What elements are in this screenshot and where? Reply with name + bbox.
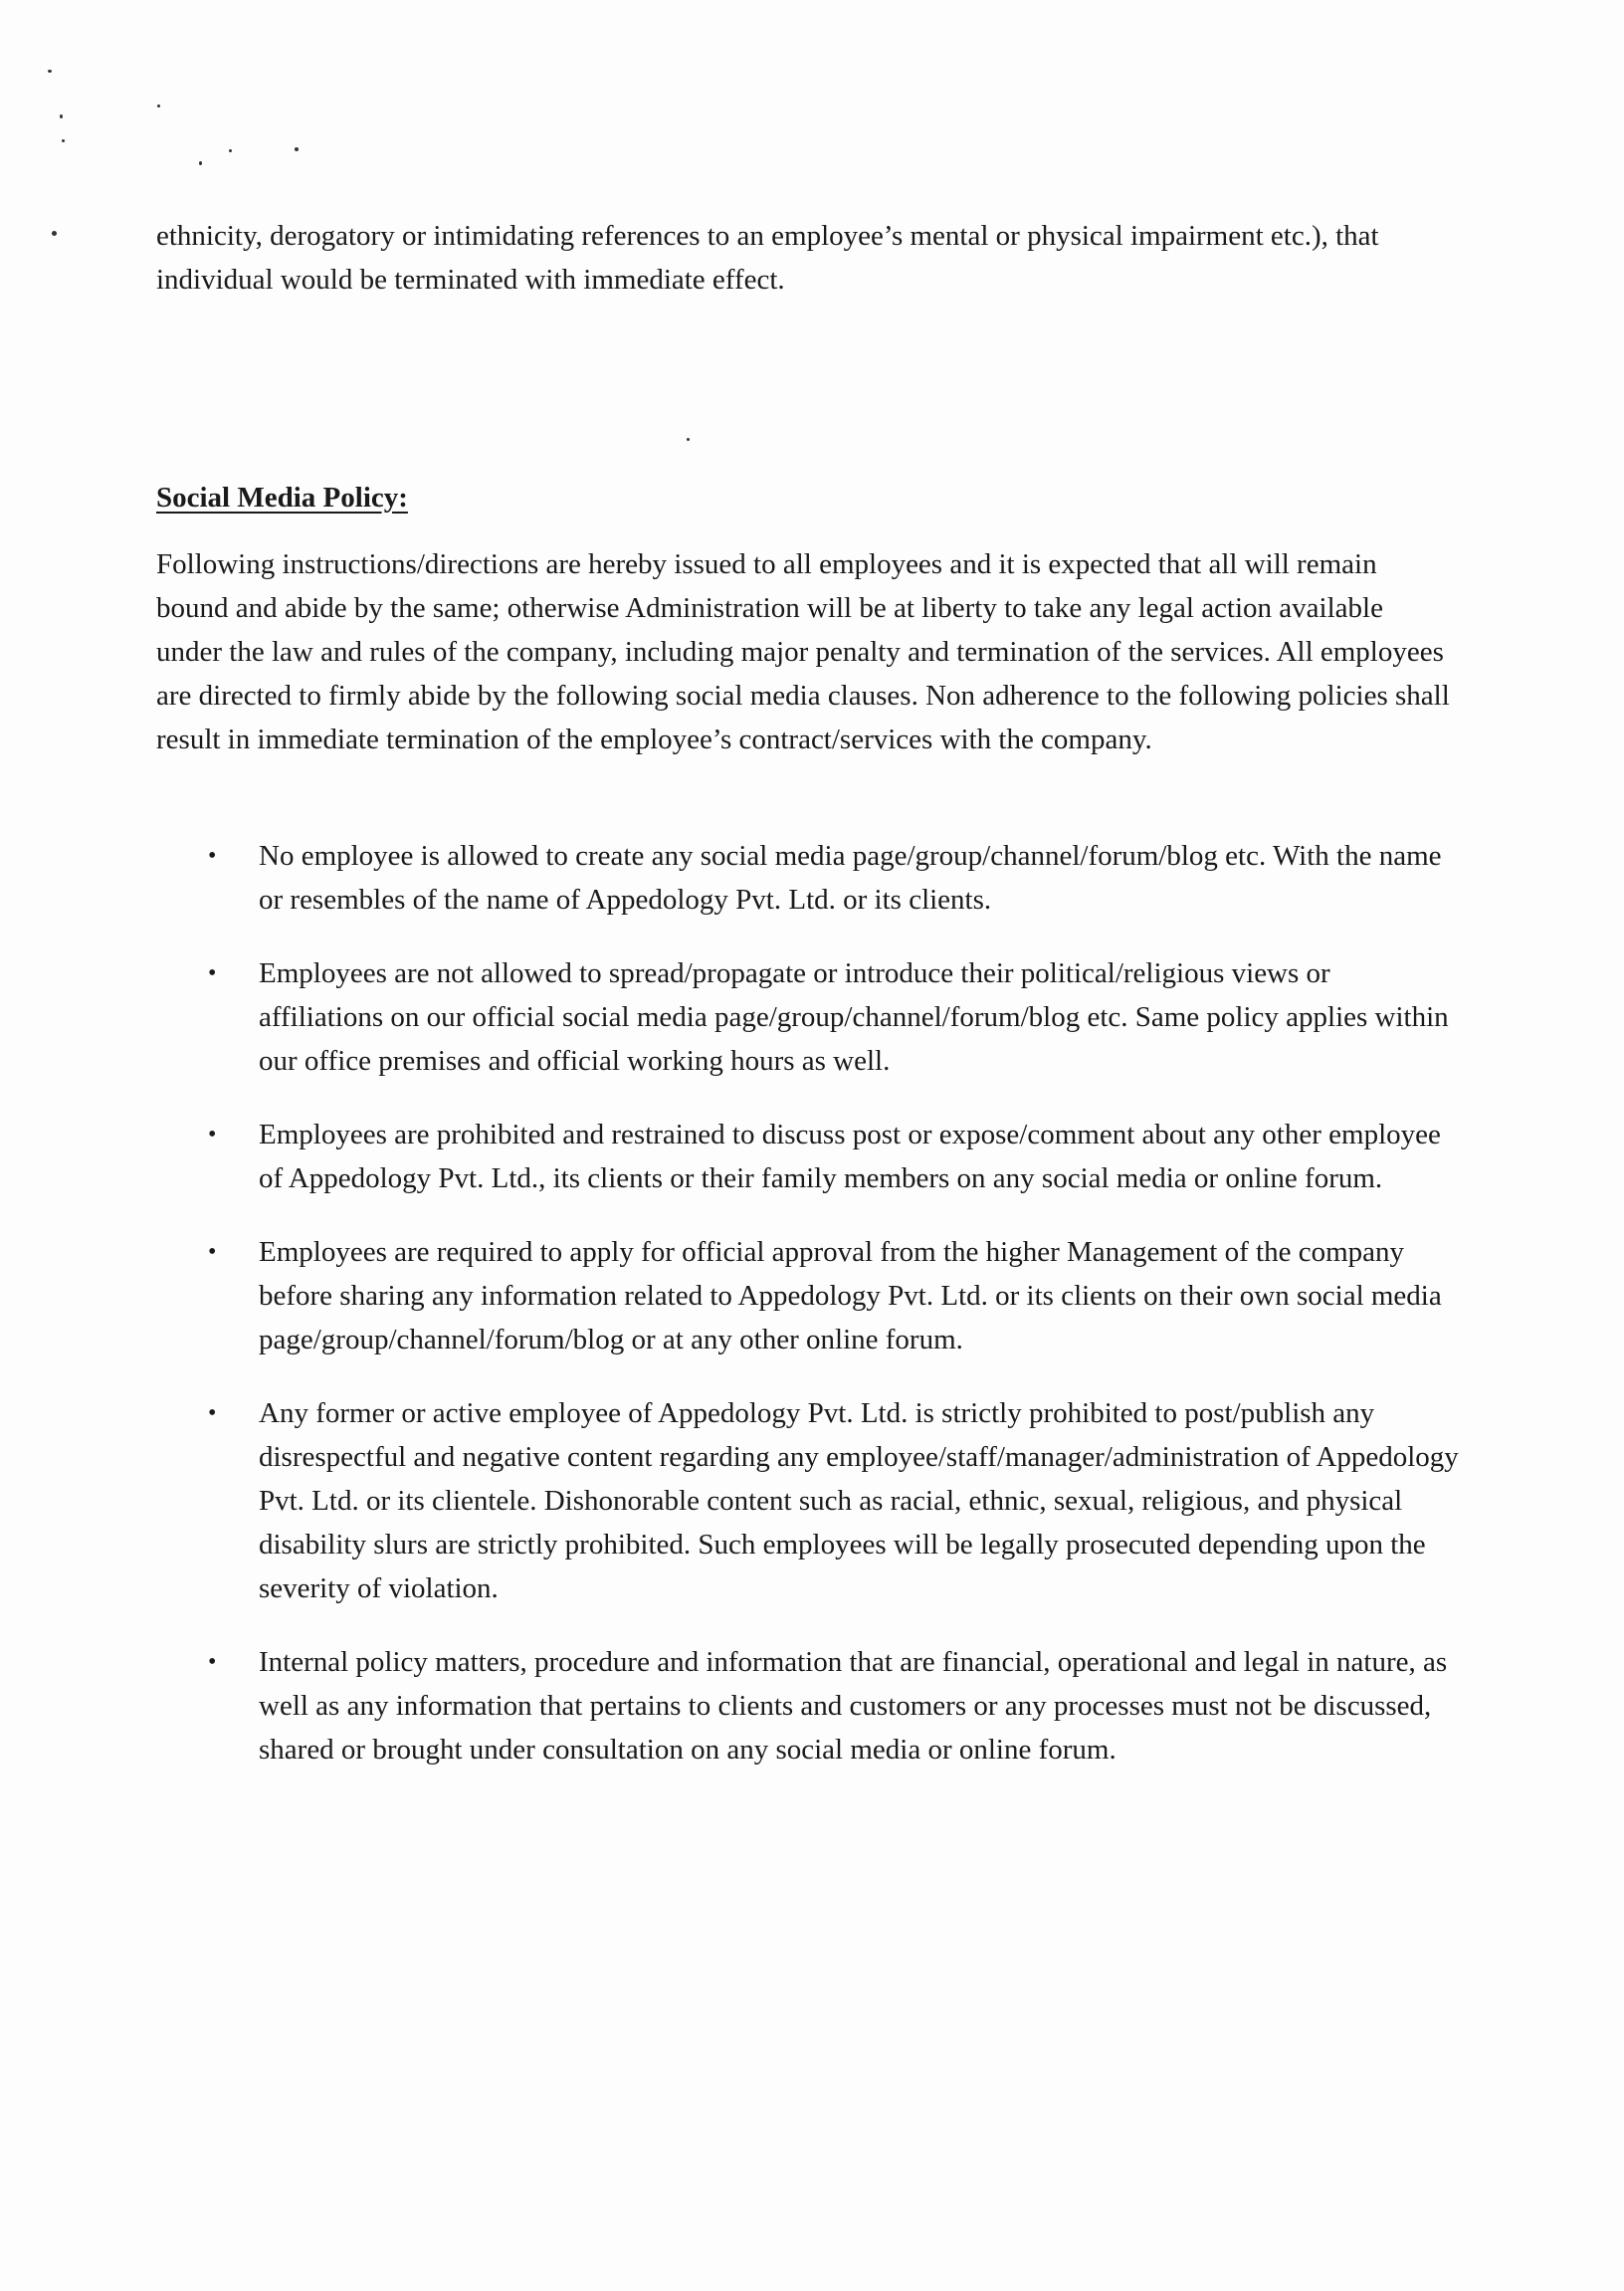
section-heading: Social Media Policy: <box>156 482 408 514</box>
bullet-text: Employees are prohibited and restrained to discuss post or expose/comment about any other employee of Appedology Pvt. Ltd., its clients or their family members on any social media or online forum. <box>259 1119 1441 1194</box>
scan-speck <box>62 139 65 142</box>
bullet-icon: • <box>208 1400 217 1426</box>
bullet-text: Internal policy matters, procedure and information that are financial, operational and legal in nature, as well as any information that pertains to clients and customers or any processes must not be discussed, shared or brought under consultation on any social media or online forum. <box>259 1646 1448 1766</box>
policy-bullet-item <box>156 1113 1460 1200</box>
bullet-text: Employees are not allowed to spread/propagate or introduce their political/religious views or affiliations on our official social media page/group/channel/forum/blog etc. Same policy applies within our office premises and official working hours as well. <box>259 957 1449 1077</box>
bullet-icon: • <box>208 960 217 986</box>
policy-bullet-item <box>156 951 1460 1083</box>
scan-speck <box>229 149 232 152</box>
bullet-icon: • <box>208 1122 217 1147</box>
bullet-icon: • <box>208 1649 217 1675</box>
policy-bullet-item <box>156 1230 1460 1361</box>
bullet-text: Employees are required to apply for official approval from the higher Management of the company before sharing any information related to Appedology Pvt. Ltd. or its clients on their own social media page/group/channel/forum/blog or at any other online forum. <box>259 1236 1442 1355</box>
scan-speck <box>48 70 52 73</box>
scan-speck <box>295 147 299 151</box>
scan-speck <box>60 114 63 118</box>
scan-speck <box>52 231 57 236</box>
policy-bullet-list <box>156 834 1460 1801</box>
scan-speck <box>157 104 160 107</box>
continued-paragraph: ethnicity, derogatory or intimidating references to an employee’s mental or physical impairment etc.), that individual would be terminated with immediate effect. <box>156 220 1379 296</box>
bullet-text: No employee is allowed to create any social media page/group/channel/forum/blog etc. With the name or resembles of the name of Appedology Pvt. Ltd. or its clients. <box>259 840 1442 916</box>
policy-bullet-item <box>156 1391 1460 1610</box>
policy-bullet-item <box>156 1640 1460 1771</box>
policy-bullet-item <box>156 834 1460 922</box>
policy-intro-paragraph: Following instructions/directions are hereby issued to all employees and it is expected that all will remain bound and abide by the same; otherwise Administration will be at liberty to take any legal action available under the law and rules of the company, including major penalty and termination of the services. All employees are directed to firmly abide by the following social media clauses. Non adherence to the following policies shall result in immediate termination of the employee’s contract/services with the company. <box>156 548 1450 755</box>
bullet-icon: • <box>208 843 217 869</box>
bullet-icon: • <box>208 1239 217 1265</box>
scan-speck <box>687 438 690 441</box>
scan-speck <box>199 161 202 165</box>
bullet-text: Any former or active employee of Appedology Pvt. Ltd. is strictly prohibited to post/publish any disrespectful and negative content regarding any employee/staff/manager/administration of Appedology Pvt. Ltd. or its clientele. Dishonorable content such as racial, ethnic, sexual, religious, and physical disability slurs are strictly prohibited. Such employees will be legally prosecuted depending upon the severity of violation. <box>259 1397 1459 1604</box>
